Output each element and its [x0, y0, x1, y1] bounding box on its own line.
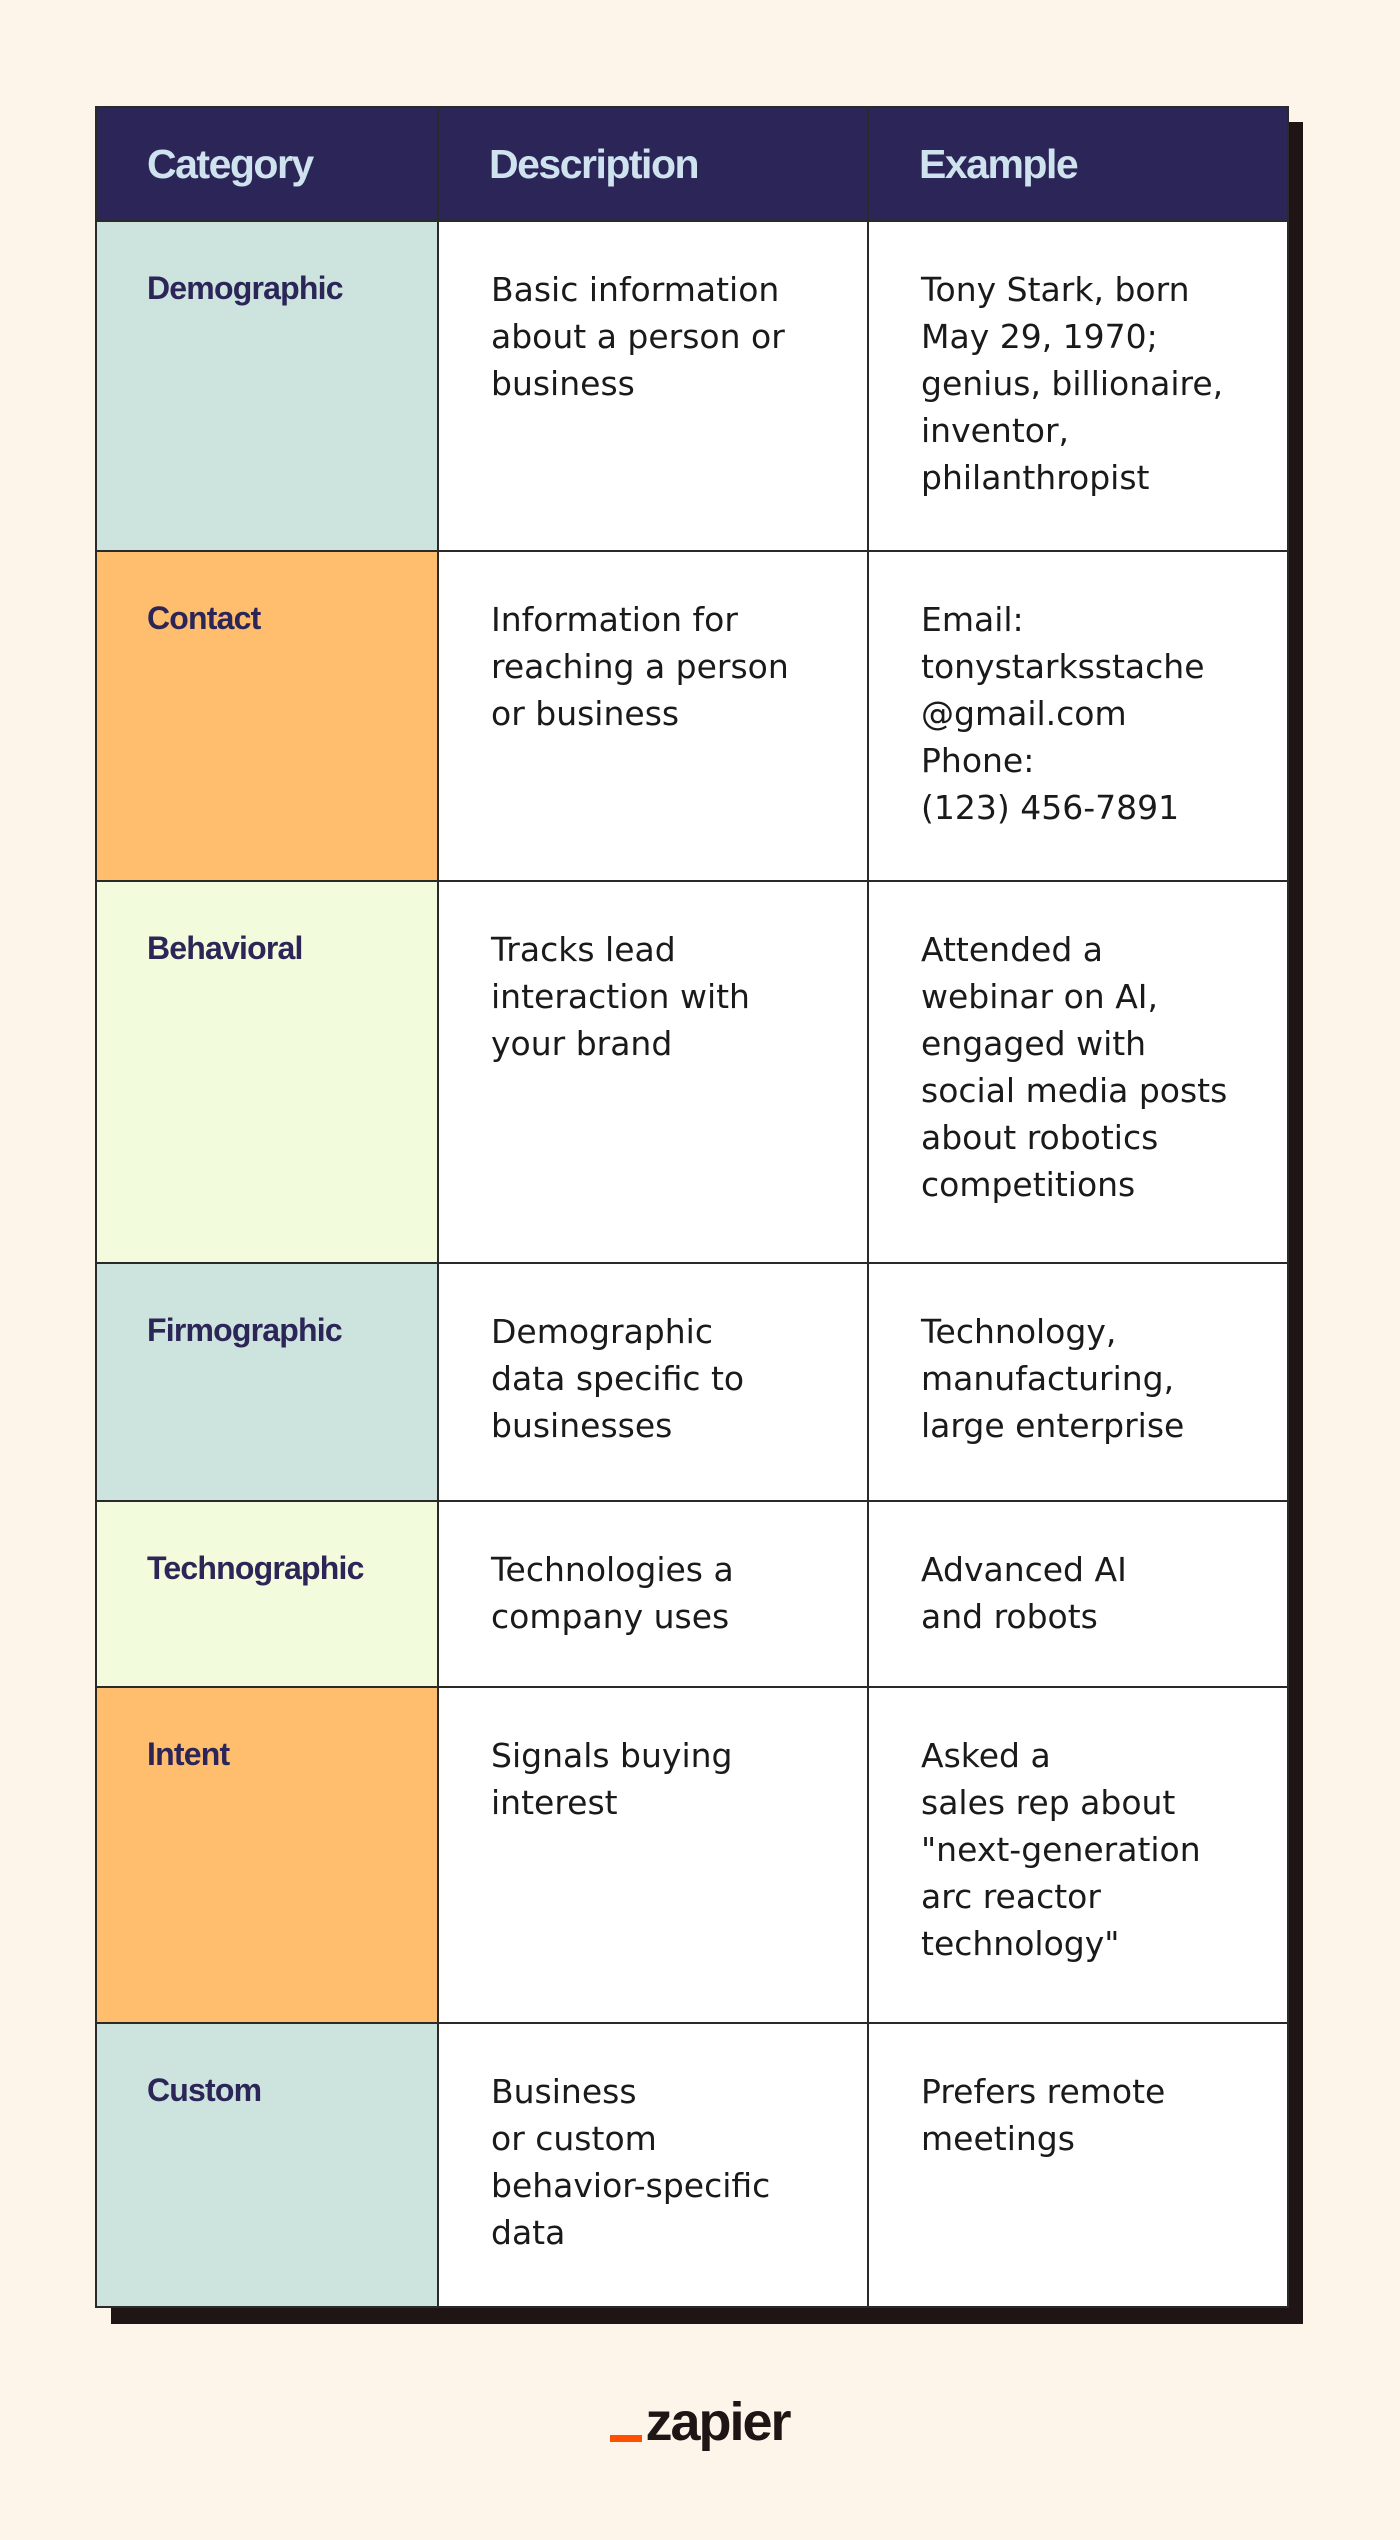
- example-text: Advanced AI and robots: [921, 1550, 1127, 1636]
- header-description: Description: [438, 107, 868, 221]
- description-text: Tracks lead interaction with your brand: [491, 930, 750, 1063]
- example-cell: [868, 551, 1288, 881]
- table-row: [96, 1263, 1288, 1501]
- table-row: [96, 551, 1288, 881]
- description-cell: [438, 221, 868, 551]
- description-cell: [438, 1263, 868, 1501]
- description-text: Signals buying interest: [491, 1736, 733, 1822]
- example-text: Tony Stark, born May 29, 1970; genius, billionaire, inventor, philanthropist: [921, 270, 1224, 497]
- category-cell: [96, 551, 438, 881]
- example-text: Asked a sales rep about "next-generation arc reactor technology": [921, 1736, 1201, 1963]
- description-cell: [438, 1501, 868, 1687]
- example-text: Technology, manufacturing, large enterprise: [921, 1312, 1185, 1445]
- logo-group: [610, 2390, 789, 2454]
- example-cell: [868, 2023, 1288, 2307]
- table-row: [96, 1501, 1288, 1687]
- category-label: Technographic: [147, 1550, 364, 1586]
- example-cell: [868, 1501, 1288, 1687]
- example-text: Attended a webinar on AI, engaged with social media posts about robotics competitions: [921, 930, 1228, 1204]
- description-cell: [438, 2023, 868, 2307]
- category-cell: [96, 1501, 438, 1687]
- header-example: Example: [868, 107, 1288, 221]
- description-cell: [438, 551, 868, 881]
- example-cell: [868, 1687, 1288, 2023]
- description-text: Information for reaching a person or business: [491, 600, 789, 733]
- description-text: Demographic data specific to businesses: [491, 1312, 745, 1445]
- header-category: Category: [96, 107, 438, 221]
- category-cell: [96, 1263, 438, 1501]
- data-types-table: [95, 106, 1289, 2308]
- header-row: [96, 107, 1288, 221]
- description-cell: [438, 881, 868, 1263]
- description-cell: [438, 1687, 868, 2023]
- category-cell: [96, 2023, 438, 2307]
- category-cell: [96, 881, 438, 1263]
- description-text: Business or custom behavior-specific data: [491, 2072, 771, 2252]
- example-text: Email: tonystarksstache @gmail.com Phone: (123) 456-7891: [921, 600, 1205, 827]
- data-types-table-container: [95, 106, 1287, 2308]
- category-label: Intent: [147, 1736, 230, 1772]
- example-cell: [868, 881, 1288, 1263]
- zapier-dash-icon: [610, 2435, 642, 2442]
- category-cell: [96, 1687, 438, 2023]
- table-row: [96, 2023, 1288, 2307]
- category-label: Demographic: [147, 270, 343, 306]
- table-row: [96, 221, 1288, 551]
- example-cell: [868, 1263, 1288, 1501]
- example-cell: [868, 221, 1288, 551]
- category-label: Custom: [147, 2072, 262, 2108]
- description-text: Technologies a company uses: [491, 1550, 734, 1636]
- zapier-logo: [0, 2390, 1400, 2454]
- example-text: Prefers remote meetings: [921, 2072, 1166, 2158]
- category-label: Contact: [147, 600, 261, 636]
- table-row: [96, 881, 1288, 1263]
- category-label: Firmographic: [147, 1312, 342, 1348]
- category-label: Behavioral: [147, 930, 303, 966]
- category-cell: [96, 221, 438, 551]
- table-row: [96, 1687, 1288, 2023]
- logo-wordmark: zapier: [645, 2392, 790, 2452]
- description-text: Basic information about a person or business: [491, 270, 785, 403]
